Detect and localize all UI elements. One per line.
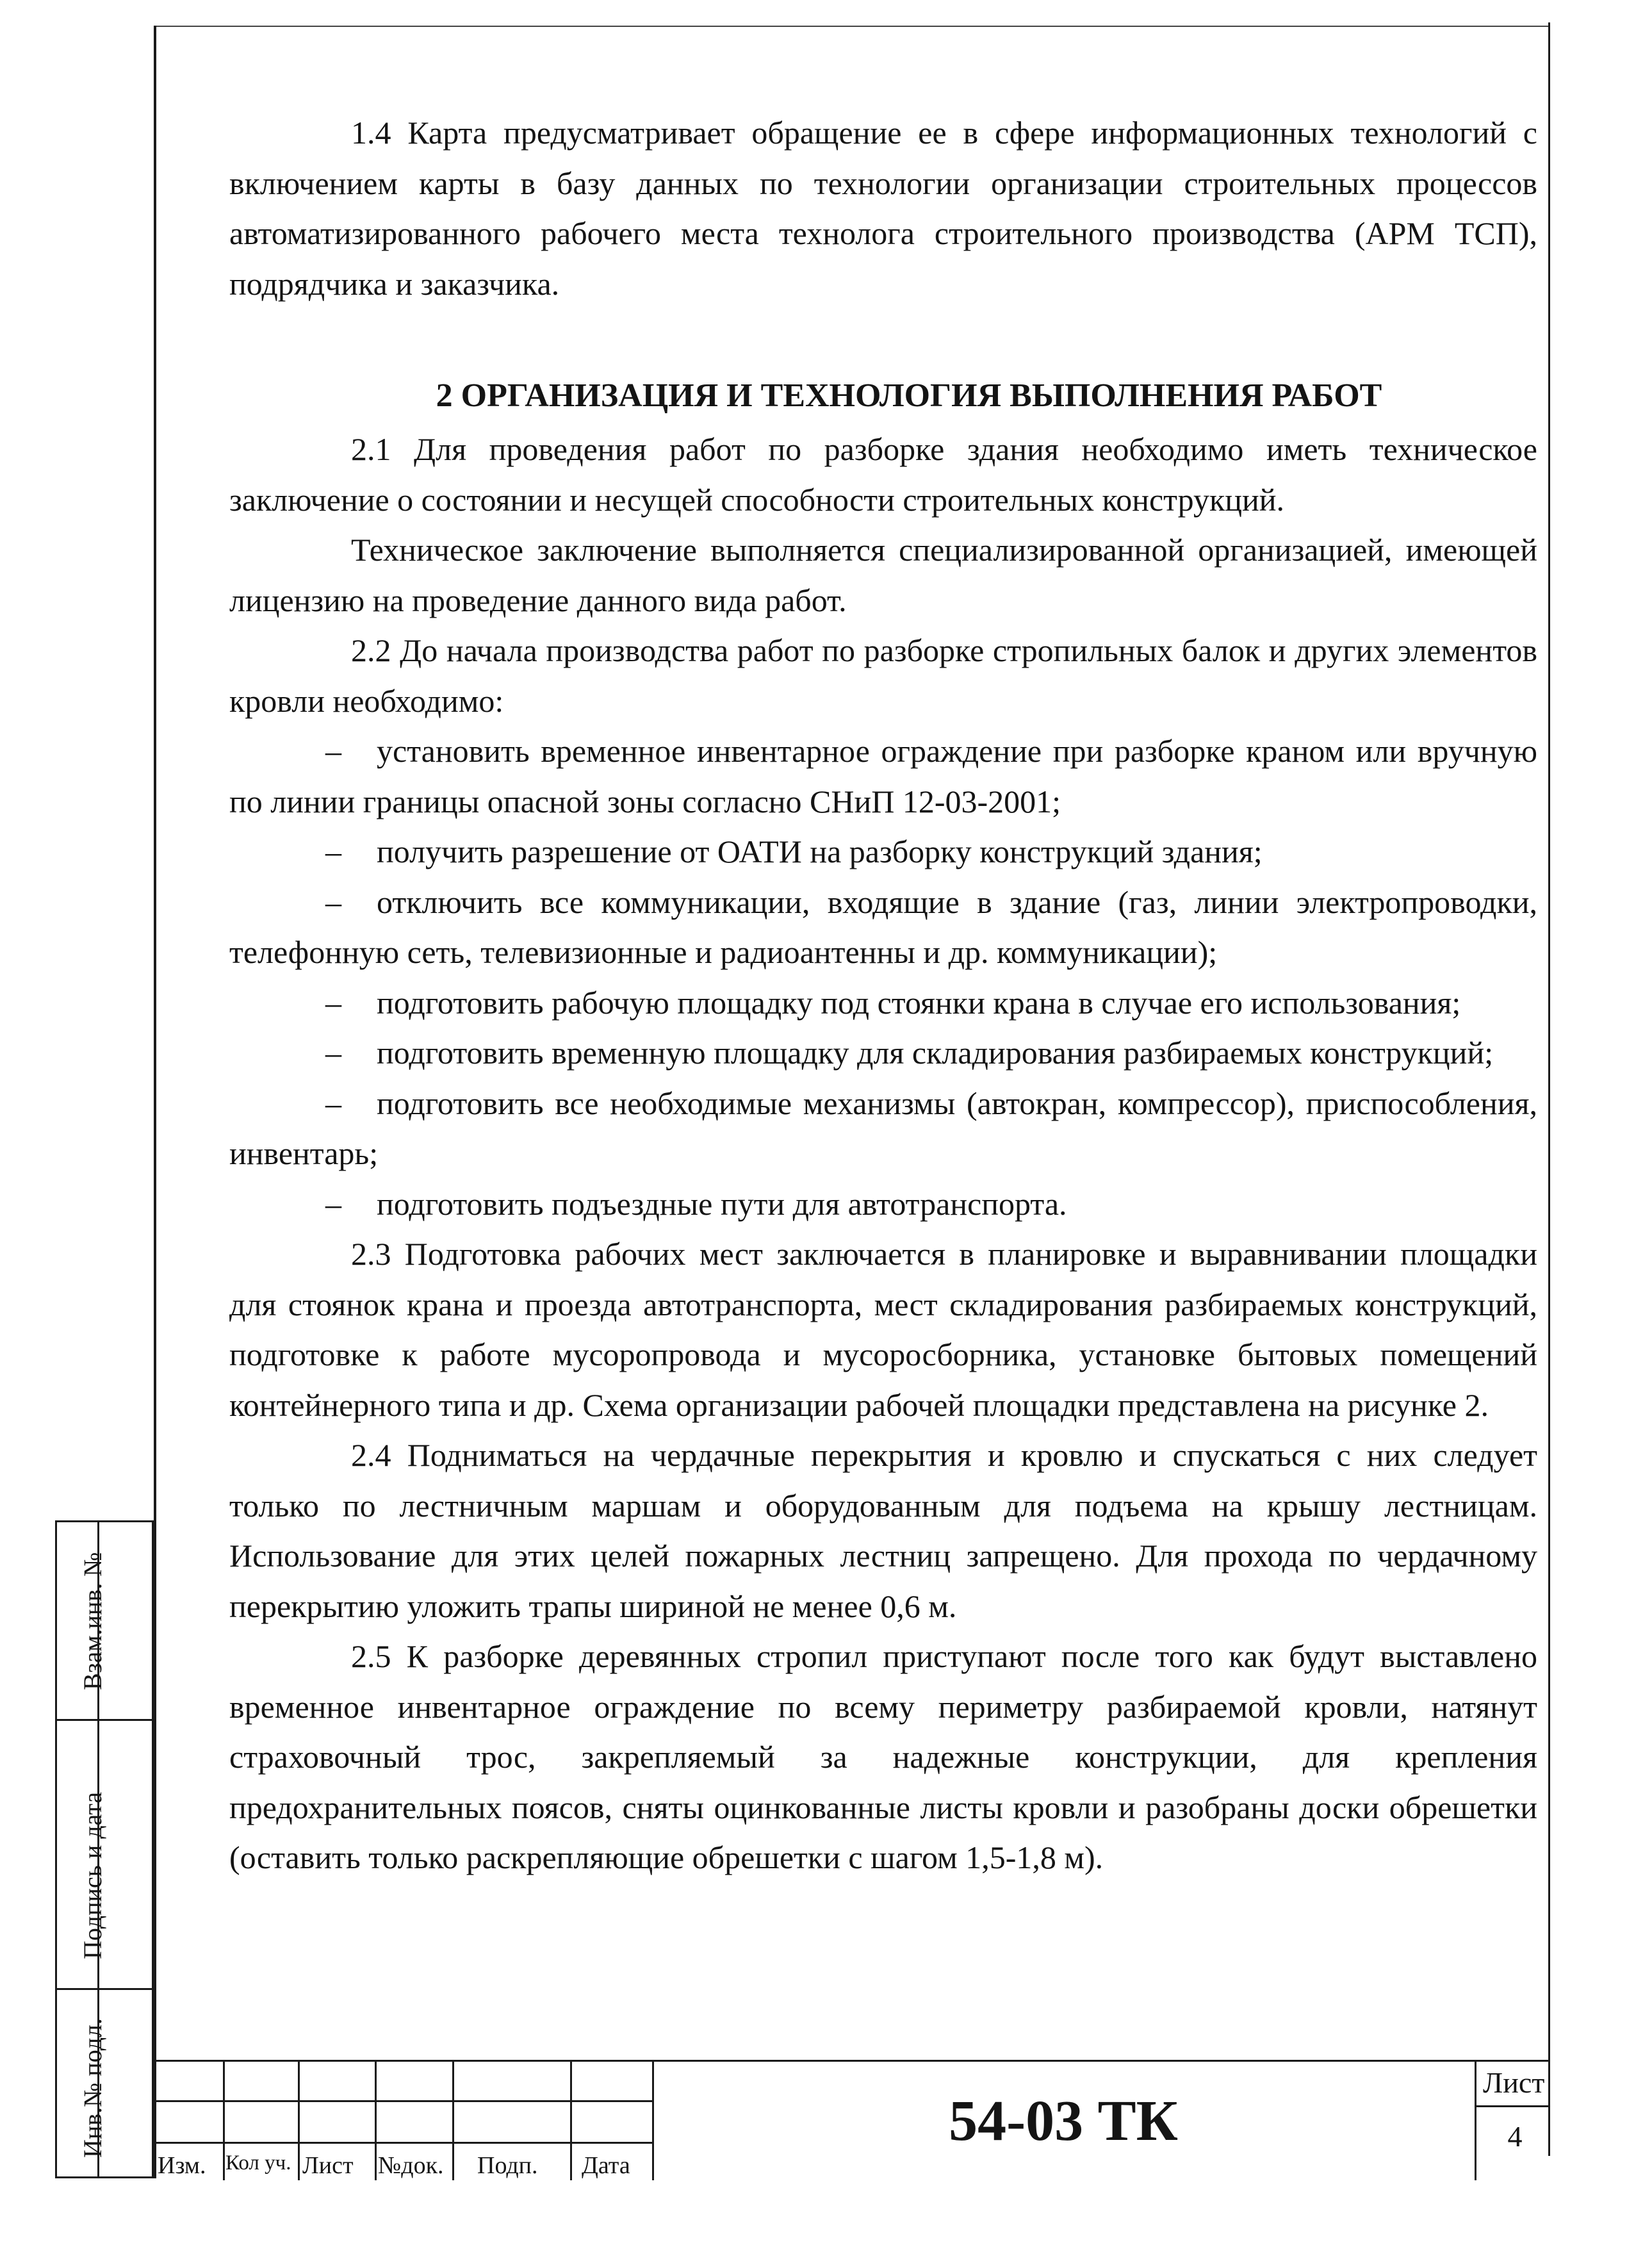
document-body xyxy=(229,108,1537,1883)
list-item-text: подготовить подъездные пути для автотранспорта. xyxy=(377,1185,1067,1222)
revision-grid xyxy=(154,2062,652,2180)
list-item xyxy=(229,1028,1537,1078)
side-cell-inv xyxy=(57,1990,152,2176)
side-label-podpis: Подпись и дата xyxy=(78,1791,107,1959)
list-dash: – xyxy=(325,733,341,769)
sheet-number: 4 xyxy=(1507,2120,1523,2153)
paragraph-2-1: 2.1 Для проведения работ по разборке здания необходимо иметь техническое заключение о состоянии и несущей способности строительных конструкций. xyxy=(229,431,1537,518)
list-item xyxy=(229,978,1537,1028)
side-cell-vzam xyxy=(57,1522,152,1721)
title-block xyxy=(154,2060,1548,2180)
list-item xyxy=(229,826,1537,877)
col-header-ndok: №док. xyxy=(378,2152,444,2179)
side-label-vzam: Взам.инв. № xyxy=(78,1552,107,1690)
section-heading-2: 2 ОРГАНИЗАЦИЯ И ТЕХНОЛОГИЯ ВЫПОЛНЕНИЯ РАБОТ xyxy=(436,377,1382,414)
list-dash: – xyxy=(325,834,341,869)
list-dash: – xyxy=(325,984,341,1021)
list-dash: – xyxy=(325,1085,341,1121)
list-item-text: отключить все коммуникации, входящие в здание (газ, линии электропроводки, телефонную сеть, телевизионные и радиоантенны и др. коммуникации); xyxy=(229,884,1537,970)
sheet-line xyxy=(1475,2105,1548,2107)
list-item-text: получить разрешение от ОАТИ на разборку конструкций здания; xyxy=(377,834,1263,869)
document-code: 54-03 ТК xyxy=(949,2089,1178,2153)
grid-col-line xyxy=(223,2062,225,2180)
list-item xyxy=(229,877,1537,978)
paragraph-2-5: 2.5 К разборке деревянных стропил приступают после того как будут выставлено временное инвентарное ограждение по всему периметру разбираемой кровли, натянут страховочный трос, закрепляемый за надежные конструкции, для крепления предохранительных поясов, сняты оцинкованные листы кровли и разобраны доски обрешетки (оставить только раскрепляющие обрешетки с шагом 1,5-1,8 м). xyxy=(229,1638,1537,1875)
list-dash: – xyxy=(325,884,341,920)
list-item-text: подготовить рабочую площадку под стоянки крана в случае его использования; xyxy=(377,984,1461,1021)
paragraph-2-1-b: Техническое заключение выполняется специализированной организацией, имеющей лицензию на проведение данного вида работ. xyxy=(229,532,1537,618)
grid-row-line xyxy=(154,2142,652,2144)
col-header-podp: Подп. xyxy=(477,2152,538,2179)
sheet-divider xyxy=(1475,2062,1476,2180)
list-item-text: установить временное инвентарное ограждение при разборке краном или вручную по линии границы опасной зоны согласно СНиП 12-03-2001; xyxy=(229,733,1537,819)
paragraph-2-4: 2.4 Подниматься на чердачные перекрытия и кровлю и спускаться с них следует только по лестничным маршам и оборудованным для подъема на крышу лестницам. Использование для этих целей пожарных лестниц запрещено. Для прохода по чердачному перекрытию уложить трапы шириной не менее 0,6 м. xyxy=(229,1437,1537,1624)
side-cell-podpis xyxy=(57,1721,152,1990)
list-item xyxy=(229,726,1537,826)
col-header-kol: Кол уч. xyxy=(225,2151,291,2175)
sheet-label: Лист xyxy=(1483,2066,1545,2099)
frame-left-line xyxy=(154,26,156,2178)
col-header-data: Дата xyxy=(582,2152,630,2179)
grid-row-line xyxy=(154,2100,652,2102)
list-item xyxy=(229,1078,1537,1179)
frame-top-line xyxy=(154,26,1550,27)
paragraph-2-2: 2.2 До начала производства работ по разборке стропильных балок и других элементов кровли необходимо: xyxy=(229,632,1537,719)
grid-col-line xyxy=(570,2062,572,2180)
side-label-inv: Инв.№ подл. xyxy=(78,2018,107,2158)
grid-col-line xyxy=(375,2062,377,2180)
grid-col-line xyxy=(298,2062,300,2180)
side-stamp xyxy=(55,1520,154,2178)
list-dash: – xyxy=(325,1035,341,1071)
list-item xyxy=(229,1179,1537,1229)
list-dash: – xyxy=(325,1185,341,1222)
col-header-izm: Изм. xyxy=(158,2152,206,2179)
paragraph-2-3: 2.3 Подготовка рабочих мест заключается в планировке и выравнивании площадки для стоянок крана и проезда автотранспорта, мест складирования разбираемых конструкций, подготовке к работе мусоропровода и мусоросборника, установке бытовых помещений контейнерного типа и др. Схема организации рабочей площадки представлена на рисунке 2. xyxy=(229,1236,1537,1423)
frame-right-line xyxy=(1548,22,1550,2156)
grid-col-line xyxy=(452,2062,454,2180)
list-item-text: подготовить временную площадку для складирования разбираемых конструкций; xyxy=(377,1035,1494,1071)
paragraph-1-4: 1.4 Карта предусматривает обращение ее в сфере информационных технологий с включением карты в базу данных по технологии организации строительных процессов автоматизированного рабочего места технолога строительного производства (АРМ ТСП), подрядчика и заказчика. xyxy=(229,115,1537,302)
list-item-text: подготовить все необходимые механизмы (автокран, компрессор), приспособления, инвентарь; xyxy=(229,1085,1537,1171)
col-header-list: Лист xyxy=(302,2152,354,2179)
